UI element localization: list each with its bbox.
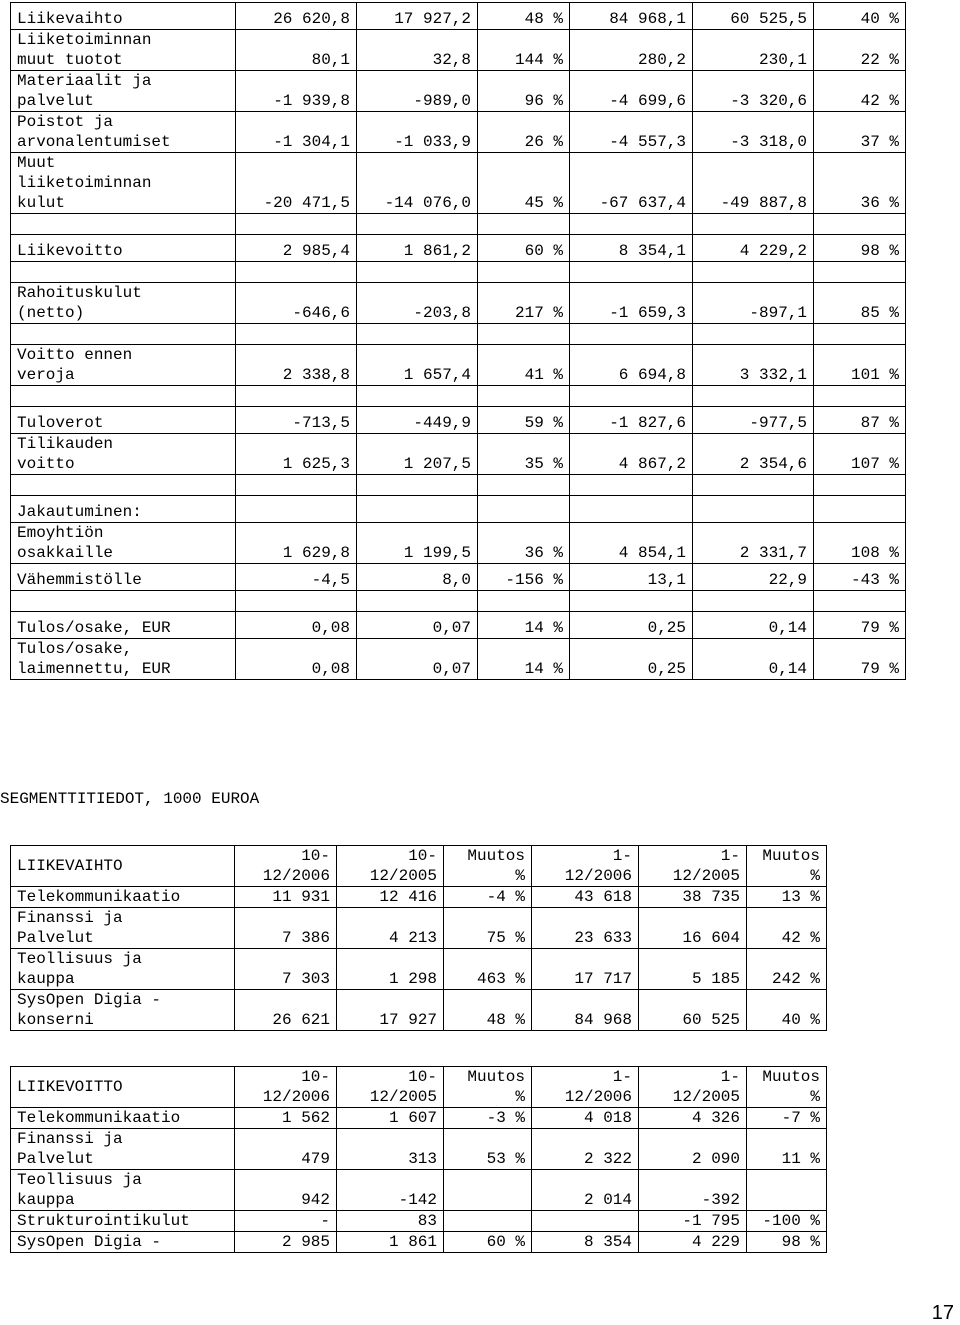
empty-cell bbox=[570, 475, 693, 496]
spacer-row bbox=[11, 324, 906, 345]
value-cell: 14 % bbox=[478, 612, 570, 639]
table-row bbox=[11, 30, 906, 71]
value-cell: 14 % bbox=[478, 639, 570, 680]
column-header: Muutos % bbox=[444, 846, 532, 887]
value-cell: 37 % bbox=[814, 112, 906, 153]
table-row bbox=[11, 908, 827, 949]
value-cell bbox=[236, 496, 357, 523]
value-cell: 75 % bbox=[444, 908, 532, 949]
value-cell: 2 331,7 bbox=[693, 523, 814, 564]
row-label: Telekommunikaatio bbox=[11, 887, 235, 908]
row-label: Finanssi ja Palvelut bbox=[11, 908, 235, 949]
empty-cell bbox=[693, 475, 814, 496]
value-cell: -100 % bbox=[747, 1211, 827, 1232]
empty-cell bbox=[693, 324, 814, 345]
value-cell: -713,5 bbox=[236, 407, 357, 434]
column-header: 1- 12/2005 bbox=[639, 1067, 747, 1108]
value-cell: 2 014 bbox=[532, 1170, 639, 1211]
row-label: Voitto ennen veroja bbox=[11, 345, 236, 386]
column-header: Muutos % bbox=[444, 1067, 532, 1108]
row-label: Muut liiketoiminnan kulut bbox=[11, 153, 236, 214]
value-cell: 4 854,1 bbox=[570, 523, 693, 564]
empty-cell bbox=[814, 475, 906, 496]
value-cell: -1 033,9 bbox=[357, 112, 478, 153]
table-row bbox=[11, 112, 906, 153]
value-cell: 23 633 bbox=[532, 908, 639, 949]
value-cell: 26 621 bbox=[235, 990, 337, 1031]
row-label: Tulos/osake, EUR bbox=[11, 612, 236, 639]
value-cell: 84 968 bbox=[532, 990, 639, 1031]
value-cell: -49 887,8 bbox=[693, 153, 814, 214]
column-header: 1- 12/2006 bbox=[532, 1067, 639, 1108]
empty-cell bbox=[357, 591, 478, 612]
value-cell: - bbox=[235, 1211, 337, 1232]
value-cell: 60 525,5 bbox=[693, 3, 814, 30]
value-cell: 7 303 bbox=[235, 949, 337, 990]
spacer-row bbox=[11, 591, 906, 612]
value-cell: 80,1 bbox=[236, 30, 357, 71]
value-cell: 79 % bbox=[814, 612, 906, 639]
table-row bbox=[11, 1170, 827, 1211]
table-row bbox=[11, 1232, 827, 1253]
table-row bbox=[11, 235, 906, 262]
value-cell: 40 % bbox=[814, 3, 906, 30]
value-cell: 230,1 bbox=[693, 30, 814, 71]
row-label: Tulos/osake, laimennettu, EUR bbox=[11, 639, 236, 680]
value-cell: 0,07 bbox=[357, 639, 478, 680]
empty-cell bbox=[478, 324, 570, 345]
spacer-row bbox=[11, 262, 906, 283]
value-cell: 45 % bbox=[478, 153, 570, 214]
row-label: Emoyhtiön osakkaille bbox=[11, 523, 236, 564]
value-cell: 1 562 bbox=[235, 1108, 337, 1129]
empty-cell bbox=[814, 324, 906, 345]
column-header: 10- 12/2005 bbox=[337, 1067, 444, 1108]
value-cell: 4 326 bbox=[639, 1108, 747, 1129]
value-cell: 2 338,8 bbox=[236, 345, 357, 386]
row-label: Liikevoitto bbox=[11, 235, 236, 262]
empty-cell bbox=[236, 591, 357, 612]
value-cell: 2 985 bbox=[235, 1232, 337, 1253]
value-cell: 11 931 bbox=[235, 887, 337, 908]
value-cell: 0,14 bbox=[693, 612, 814, 639]
value-cell: 2 985,4 bbox=[236, 235, 357, 262]
value-cell: -4 557,3 bbox=[570, 112, 693, 153]
empty-cell bbox=[570, 214, 693, 235]
table-row bbox=[11, 523, 906, 564]
empty-cell bbox=[478, 262, 570, 283]
operating-profit-segment-table bbox=[10, 1066, 827, 1253]
empty-cell bbox=[11, 591, 236, 612]
value-cell: 0,14 bbox=[693, 639, 814, 680]
value-cell: -449,9 bbox=[357, 407, 478, 434]
value-cell: 48 % bbox=[478, 3, 570, 30]
value-cell bbox=[478, 496, 570, 523]
row-label: SysOpen Digia - bbox=[11, 1232, 235, 1253]
value-cell: 2 090 bbox=[639, 1129, 747, 1170]
value-cell: -1 939,8 bbox=[236, 71, 357, 112]
value-cell: 40 % bbox=[747, 990, 827, 1031]
empty-cell bbox=[11, 214, 236, 235]
value-cell: 7 386 bbox=[235, 908, 337, 949]
empty-cell bbox=[693, 591, 814, 612]
table-row bbox=[11, 345, 906, 386]
table-title: LIIKEVAIHTO bbox=[11, 846, 235, 887]
row-label: Rahoituskulut (netto) bbox=[11, 283, 236, 324]
value-cell: 22 % bbox=[814, 30, 906, 71]
table-row bbox=[11, 612, 906, 639]
value-cell: -977,5 bbox=[693, 407, 814, 434]
table-row bbox=[11, 407, 906, 434]
value-cell: 0,25 bbox=[570, 612, 693, 639]
row-label: Strukturointikulut bbox=[11, 1211, 235, 1232]
revenue-segment-table bbox=[10, 845, 827, 1031]
empty-cell bbox=[11, 324, 236, 345]
value-cell: 36 % bbox=[478, 523, 570, 564]
row-label: Liikevaihto bbox=[11, 3, 236, 30]
empty-cell bbox=[693, 262, 814, 283]
value-cell: 16 604 bbox=[639, 908, 747, 949]
value-cell: 60 525 bbox=[639, 990, 747, 1031]
value-cell: 84 968,1 bbox=[570, 3, 693, 30]
value-cell: 1 657,4 bbox=[357, 345, 478, 386]
value-cell: 8,0 bbox=[357, 564, 478, 591]
value-cell: 48 % bbox=[444, 990, 532, 1031]
empty-cell bbox=[236, 324, 357, 345]
row-label: Tuloverot bbox=[11, 407, 236, 434]
table-row bbox=[11, 949, 827, 990]
value-cell: -14 076,0 bbox=[357, 153, 478, 214]
value-cell: -392 bbox=[639, 1170, 747, 1211]
income-statement-table bbox=[10, 2, 906, 680]
value-cell: 26 % bbox=[478, 112, 570, 153]
value-cell: 2 354,6 bbox=[693, 434, 814, 475]
value-cell: 11 % bbox=[747, 1129, 827, 1170]
value-cell: 313 bbox=[337, 1129, 444, 1170]
column-header: Muutos % bbox=[747, 846, 827, 887]
value-cell: 1 861 bbox=[337, 1232, 444, 1253]
value-cell: 0,08 bbox=[236, 639, 357, 680]
empty-cell bbox=[478, 386, 570, 407]
column-header: 10- 12/2005 bbox=[337, 846, 444, 887]
value-cell: 942 bbox=[235, 1170, 337, 1211]
value-cell bbox=[444, 1211, 532, 1232]
table-row bbox=[11, 990, 827, 1031]
value-cell: 8 354,1 bbox=[570, 235, 693, 262]
value-cell: 36 % bbox=[814, 153, 906, 214]
value-cell: 17 717 bbox=[532, 949, 639, 990]
value-cell: 2 322 bbox=[532, 1129, 639, 1170]
empty-cell bbox=[236, 475, 357, 496]
value-cell: -4 % bbox=[444, 887, 532, 908]
value-cell: -142 bbox=[337, 1170, 444, 1211]
empty-cell bbox=[357, 262, 478, 283]
value-cell: 43 618 bbox=[532, 887, 639, 908]
table-row bbox=[11, 1211, 827, 1232]
row-label: Liiketoiminnan muut tuotot bbox=[11, 30, 236, 71]
column-header: Muutos % bbox=[747, 1067, 827, 1108]
value-cell: 59 % bbox=[478, 407, 570, 434]
value-cell: 85 % bbox=[814, 283, 906, 324]
value-cell: 17 927 bbox=[337, 990, 444, 1031]
value-cell: 1 625,3 bbox=[236, 434, 357, 475]
value-cell: 35 % bbox=[478, 434, 570, 475]
value-cell: -1 827,6 bbox=[570, 407, 693, 434]
table-row bbox=[11, 153, 906, 214]
value-cell: 242 % bbox=[747, 949, 827, 990]
empty-cell bbox=[693, 386, 814, 407]
value-cell: 79 % bbox=[814, 639, 906, 680]
value-cell: 144 % bbox=[478, 30, 570, 71]
value-cell: 4 213 bbox=[337, 908, 444, 949]
empty-cell bbox=[814, 262, 906, 283]
value-cell: -3 320,6 bbox=[693, 71, 814, 112]
value-cell: -646,6 bbox=[236, 283, 357, 324]
value-cell: 3 332,1 bbox=[693, 345, 814, 386]
table-row bbox=[11, 283, 906, 324]
value-cell bbox=[570, 496, 693, 523]
spacer-row bbox=[11, 214, 906, 235]
value-cell: 107 % bbox=[814, 434, 906, 475]
value-cell: 0,25 bbox=[570, 639, 693, 680]
empty-cell bbox=[478, 475, 570, 496]
empty-cell bbox=[570, 386, 693, 407]
table-title: LIIKEVOITTO bbox=[11, 1067, 235, 1108]
value-cell: 26 620,8 bbox=[236, 3, 357, 30]
value-cell: 4 867,2 bbox=[570, 434, 693, 475]
value-cell: 12 416 bbox=[337, 887, 444, 908]
row-label: Jakautuminen: bbox=[11, 496, 236, 523]
empty-cell bbox=[357, 324, 478, 345]
empty-cell bbox=[11, 386, 236, 407]
empty-cell bbox=[814, 214, 906, 235]
empty-cell bbox=[570, 262, 693, 283]
empty-cell bbox=[357, 214, 478, 235]
value-cell bbox=[693, 496, 814, 523]
empty-cell bbox=[478, 591, 570, 612]
value-cell: 17 927,2 bbox=[357, 3, 478, 30]
spacer-row bbox=[11, 475, 906, 496]
row-label: Tilikauden voitto bbox=[11, 434, 236, 475]
row-label: Teollisuus ja kauppa bbox=[11, 1170, 235, 1211]
value-cell: 280,2 bbox=[570, 30, 693, 71]
row-label: Telekommunikaatio bbox=[11, 1108, 235, 1129]
table-row bbox=[11, 3, 906, 30]
value-cell: 32,8 bbox=[357, 30, 478, 71]
empty-cell bbox=[814, 386, 906, 407]
value-cell: -1 659,3 bbox=[570, 283, 693, 324]
value-cell: 6 694,8 bbox=[570, 345, 693, 386]
table-row bbox=[11, 434, 906, 475]
column-header: 1- 12/2006 bbox=[532, 846, 639, 887]
row-label: Poistot ja arvonalentumiset bbox=[11, 112, 236, 153]
value-cell: -3 % bbox=[444, 1108, 532, 1129]
value-cell: 13,1 bbox=[570, 564, 693, 591]
value-cell: 4 018 bbox=[532, 1108, 639, 1129]
table-row bbox=[11, 71, 906, 112]
value-cell bbox=[747, 1170, 827, 1211]
value-cell: 13 % bbox=[747, 887, 827, 908]
table-row bbox=[11, 564, 906, 591]
value-cell: 4 229 bbox=[639, 1232, 747, 1253]
empty-cell bbox=[814, 591, 906, 612]
value-cell: 0,07 bbox=[357, 612, 478, 639]
value-cell: 53 % bbox=[444, 1129, 532, 1170]
value-cell: 5 185 bbox=[639, 949, 747, 990]
value-cell: -897,1 bbox=[693, 283, 814, 324]
value-cell: 60 % bbox=[444, 1232, 532, 1253]
value-cell: -989,0 bbox=[357, 71, 478, 112]
empty-cell bbox=[236, 214, 357, 235]
value-cell: -43 % bbox=[814, 564, 906, 591]
empty-cell bbox=[11, 262, 236, 283]
value-cell: 479 bbox=[235, 1129, 337, 1170]
value-cell: 217 % bbox=[478, 283, 570, 324]
empty-cell bbox=[570, 591, 693, 612]
value-cell bbox=[814, 496, 906, 523]
row-label: SysOpen Digia - konserni bbox=[11, 990, 235, 1031]
empty-cell bbox=[236, 262, 357, 283]
empty-cell bbox=[357, 386, 478, 407]
value-cell: 1 861,2 bbox=[357, 235, 478, 262]
empty-cell bbox=[478, 214, 570, 235]
value-cell: 98 % bbox=[747, 1232, 827, 1253]
empty-cell bbox=[236, 386, 357, 407]
value-cell bbox=[532, 1211, 639, 1232]
value-cell: 1 298 bbox=[337, 949, 444, 990]
value-cell: 60 % bbox=[478, 235, 570, 262]
table-row bbox=[11, 496, 906, 523]
header-row bbox=[11, 846, 827, 887]
value-cell: 4 229,2 bbox=[693, 235, 814, 262]
empty-cell bbox=[11, 475, 236, 496]
value-cell: 0,08 bbox=[236, 612, 357, 639]
value-cell: -4,5 bbox=[236, 564, 357, 591]
column-header: 10- 12/2006 bbox=[235, 846, 337, 887]
value-cell: -203,8 bbox=[357, 283, 478, 324]
value-cell: 41 % bbox=[478, 345, 570, 386]
value-cell: 96 % bbox=[478, 71, 570, 112]
value-cell: 8 354 bbox=[532, 1232, 639, 1253]
value-cell: 108 % bbox=[814, 523, 906, 564]
empty-cell bbox=[357, 475, 478, 496]
value-cell: -4 699,6 bbox=[570, 71, 693, 112]
segment-heading: SEGMENTTITIEDOT, 1000 EUROA bbox=[0, 790, 260, 808]
value-cell: 463 % bbox=[444, 949, 532, 990]
value-cell: -20 471,5 bbox=[236, 153, 357, 214]
value-cell: -156 % bbox=[478, 564, 570, 591]
column-header: 10- 12/2006 bbox=[235, 1067, 337, 1108]
value-cell: 87 % bbox=[814, 407, 906, 434]
value-cell: 83 bbox=[337, 1211, 444, 1232]
value-cell: 42 % bbox=[814, 71, 906, 112]
table-row bbox=[11, 1129, 827, 1170]
value-cell: 38 735 bbox=[639, 887, 747, 908]
value-cell: 1 607 bbox=[337, 1108, 444, 1129]
value-cell: 1 199,5 bbox=[357, 523, 478, 564]
value-cell: -1 304,1 bbox=[236, 112, 357, 153]
value-cell bbox=[444, 1170, 532, 1211]
value-cell bbox=[357, 496, 478, 523]
column-header: 1- 12/2005 bbox=[639, 846, 747, 887]
empty-cell bbox=[693, 214, 814, 235]
table-row bbox=[11, 639, 906, 680]
value-cell: 1 207,5 bbox=[357, 434, 478, 475]
value-cell: 1 629,8 bbox=[236, 523, 357, 564]
value-cell: -1 795 bbox=[639, 1211, 747, 1232]
value-cell: 101 % bbox=[814, 345, 906, 386]
spacer-row bbox=[11, 386, 906, 407]
row-label: Finanssi ja Palvelut bbox=[11, 1129, 235, 1170]
row-label: Materiaalit ja palvelut bbox=[11, 71, 236, 112]
value-cell: 42 % bbox=[747, 908, 827, 949]
value-cell: 98 % bbox=[814, 235, 906, 262]
header-row bbox=[11, 1067, 827, 1108]
table-row bbox=[11, 1108, 827, 1129]
value-cell: -7 % bbox=[747, 1108, 827, 1129]
table-row bbox=[11, 887, 827, 908]
empty-cell bbox=[570, 324, 693, 345]
row-label: Teollisuus ja kauppa bbox=[11, 949, 235, 990]
row-label: Vähemmistölle bbox=[11, 564, 236, 591]
page-number: 17 bbox=[931, 1302, 954, 1324]
value-cell: -67 637,4 bbox=[570, 153, 693, 214]
value-cell: 22,9 bbox=[693, 564, 814, 591]
value-cell: -3 318,0 bbox=[693, 112, 814, 153]
